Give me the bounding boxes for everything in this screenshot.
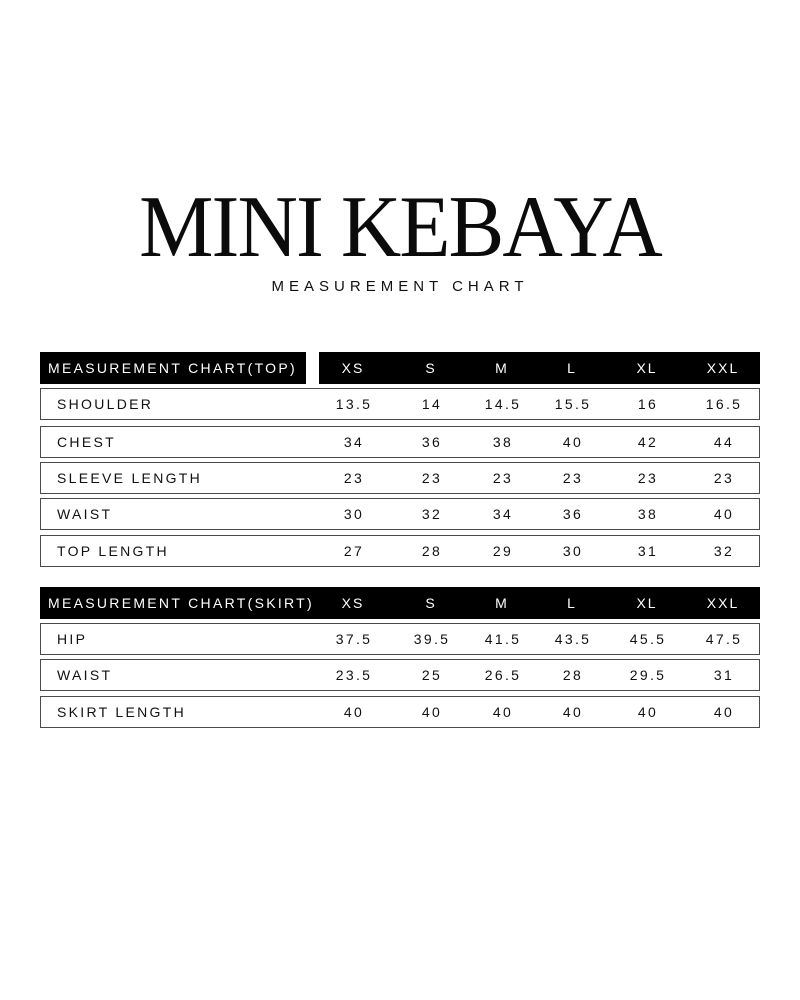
table-cell: 40 bbox=[713, 704, 735, 720]
table-cell: 36 bbox=[562, 506, 584, 522]
table-header-label: MEASUREMENT CHART(TOP) bbox=[40, 352, 306, 384]
row-label: SHOULDER bbox=[57, 396, 154, 412]
page-title: MINI KEBAYA bbox=[139, 179, 661, 276]
table-cell: 30 bbox=[343, 506, 365, 522]
table-cell: 40 bbox=[343, 704, 365, 720]
table-cell: 23 bbox=[343, 470, 365, 486]
row-label: SKIRT LENGTH bbox=[57, 704, 186, 720]
table-row bbox=[40, 659, 760, 691]
table-cell: 23 bbox=[637, 470, 659, 486]
table-cell: 38 bbox=[492, 434, 514, 450]
table-row bbox=[40, 696, 760, 728]
row-label: WAIST bbox=[57, 506, 113, 522]
table-cell: 40 bbox=[562, 434, 584, 450]
table-cell: 23 bbox=[562, 470, 584, 486]
size-header: L bbox=[567, 595, 577, 611]
table-cell: 23.5 bbox=[335, 667, 373, 683]
table-header-label: MEASUREMENT CHART(SKIRT) bbox=[40, 587, 760, 619]
table-cell: 32 bbox=[713, 543, 735, 559]
table-cell: 29 bbox=[492, 543, 514, 559]
size-header: XXL bbox=[706, 360, 740, 376]
table-cell: 16.5 bbox=[705, 396, 743, 412]
table-cell: 39.5 bbox=[413, 631, 451, 647]
table-cell: 40 bbox=[562, 704, 584, 720]
table-header-row bbox=[40, 352, 760, 384]
table-cell: 27 bbox=[343, 543, 365, 559]
table-cell: 28 bbox=[421, 543, 443, 559]
table-cell: 32 bbox=[421, 506, 443, 522]
size-header: M bbox=[495, 595, 509, 611]
row-label: SLEEVE LENGTH bbox=[57, 470, 203, 486]
size-header: S bbox=[425, 360, 437, 376]
table-cell: 41.5 bbox=[484, 631, 522, 647]
table-cell: 31 bbox=[713, 667, 735, 683]
table-cell: 34 bbox=[343, 434, 365, 450]
table-cell: 43.5 bbox=[554, 631, 592, 647]
table-cell: 44 bbox=[713, 434, 735, 450]
table-row bbox=[40, 498, 760, 530]
table-cell: 47.5 bbox=[705, 631, 743, 647]
page-subtitle: MEASUREMENT CHART bbox=[271, 278, 529, 295]
top-measurement-table bbox=[40, 352, 760, 559]
table-cell: 14 bbox=[421, 396, 443, 412]
size-header: XXL bbox=[706, 595, 740, 611]
table-header-row bbox=[40, 587, 760, 619]
table-cell: 15.5 bbox=[554, 396, 592, 412]
table-cell: 30 bbox=[562, 543, 584, 559]
table-cell: 36 bbox=[421, 434, 443, 450]
table-cell: 14.5 bbox=[484, 396, 522, 412]
size-header: XS bbox=[341, 595, 365, 611]
row-label: CHEST bbox=[57, 434, 116, 450]
size-header: XL bbox=[636, 595, 658, 611]
table-row bbox=[40, 623, 760, 655]
table-cell: 13.5 bbox=[335, 396, 373, 412]
table-cell: 31 bbox=[637, 543, 659, 559]
size-header: XS bbox=[341, 360, 365, 376]
table-cell: 40 bbox=[421, 704, 443, 720]
table-cell: 16 bbox=[637, 396, 659, 412]
row-label: HIP bbox=[57, 631, 88, 647]
table-row bbox=[40, 426, 760, 458]
size-header: L bbox=[567, 360, 577, 376]
table-row bbox=[40, 388, 760, 420]
table-cell: 37.5 bbox=[335, 631, 373, 647]
table-row bbox=[40, 535, 760, 567]
table-cell: 23 bbox=[421, 470, 443, 486]
table-cell: 23 bbox=[492, 470, 514, 486]
table-cell: 42 bbox=[637, 434, 659, 450]
row-label: TOP LENGTH bbox=[57, 543, 169, 559]
table-cell: 40 bbox=[713, 506, 735, 522]
size-header: M bbox=[495, 360, 509, 376]
size-header-bar bbox=[319, 352, 760, 384]
table-row bbox=[40, 462, 760, 494]
size-header-bar bbox=[319, 587, 760, 619]
row-label: WAIST bbox=[57, 667, 113, 683]
size-header: S bbox=[425, 595, 437, 611]
table-cell: 34 bbox=[492, 506, 514, 522]
table-cell: 38 bbox=[637, 506, 659, 522]
size-header: XL bbox=[636, 360, 658, 376]
table-cell: 26.5 bbox=[484, 667, 522, 683]
table-cell: 25 bbox=[421, 667, 443, 683]
table-cell: 23 bbox=[713, 470, 735, 486]
table-cell: 45.5 bbox=[629, 631, 667, 647]
table-cell: 40 bbox=[492, 704, 514, 720]
table-cell: 29.5 bbox=[629, 667, 667, 683]
table-cell: 28 bbox=[562, 667, 584, 683]
skirt-measurement-table bbox=[40, 587, 760, 720]
table-cell: 40 bbox=[637, 704, 659, 720]
